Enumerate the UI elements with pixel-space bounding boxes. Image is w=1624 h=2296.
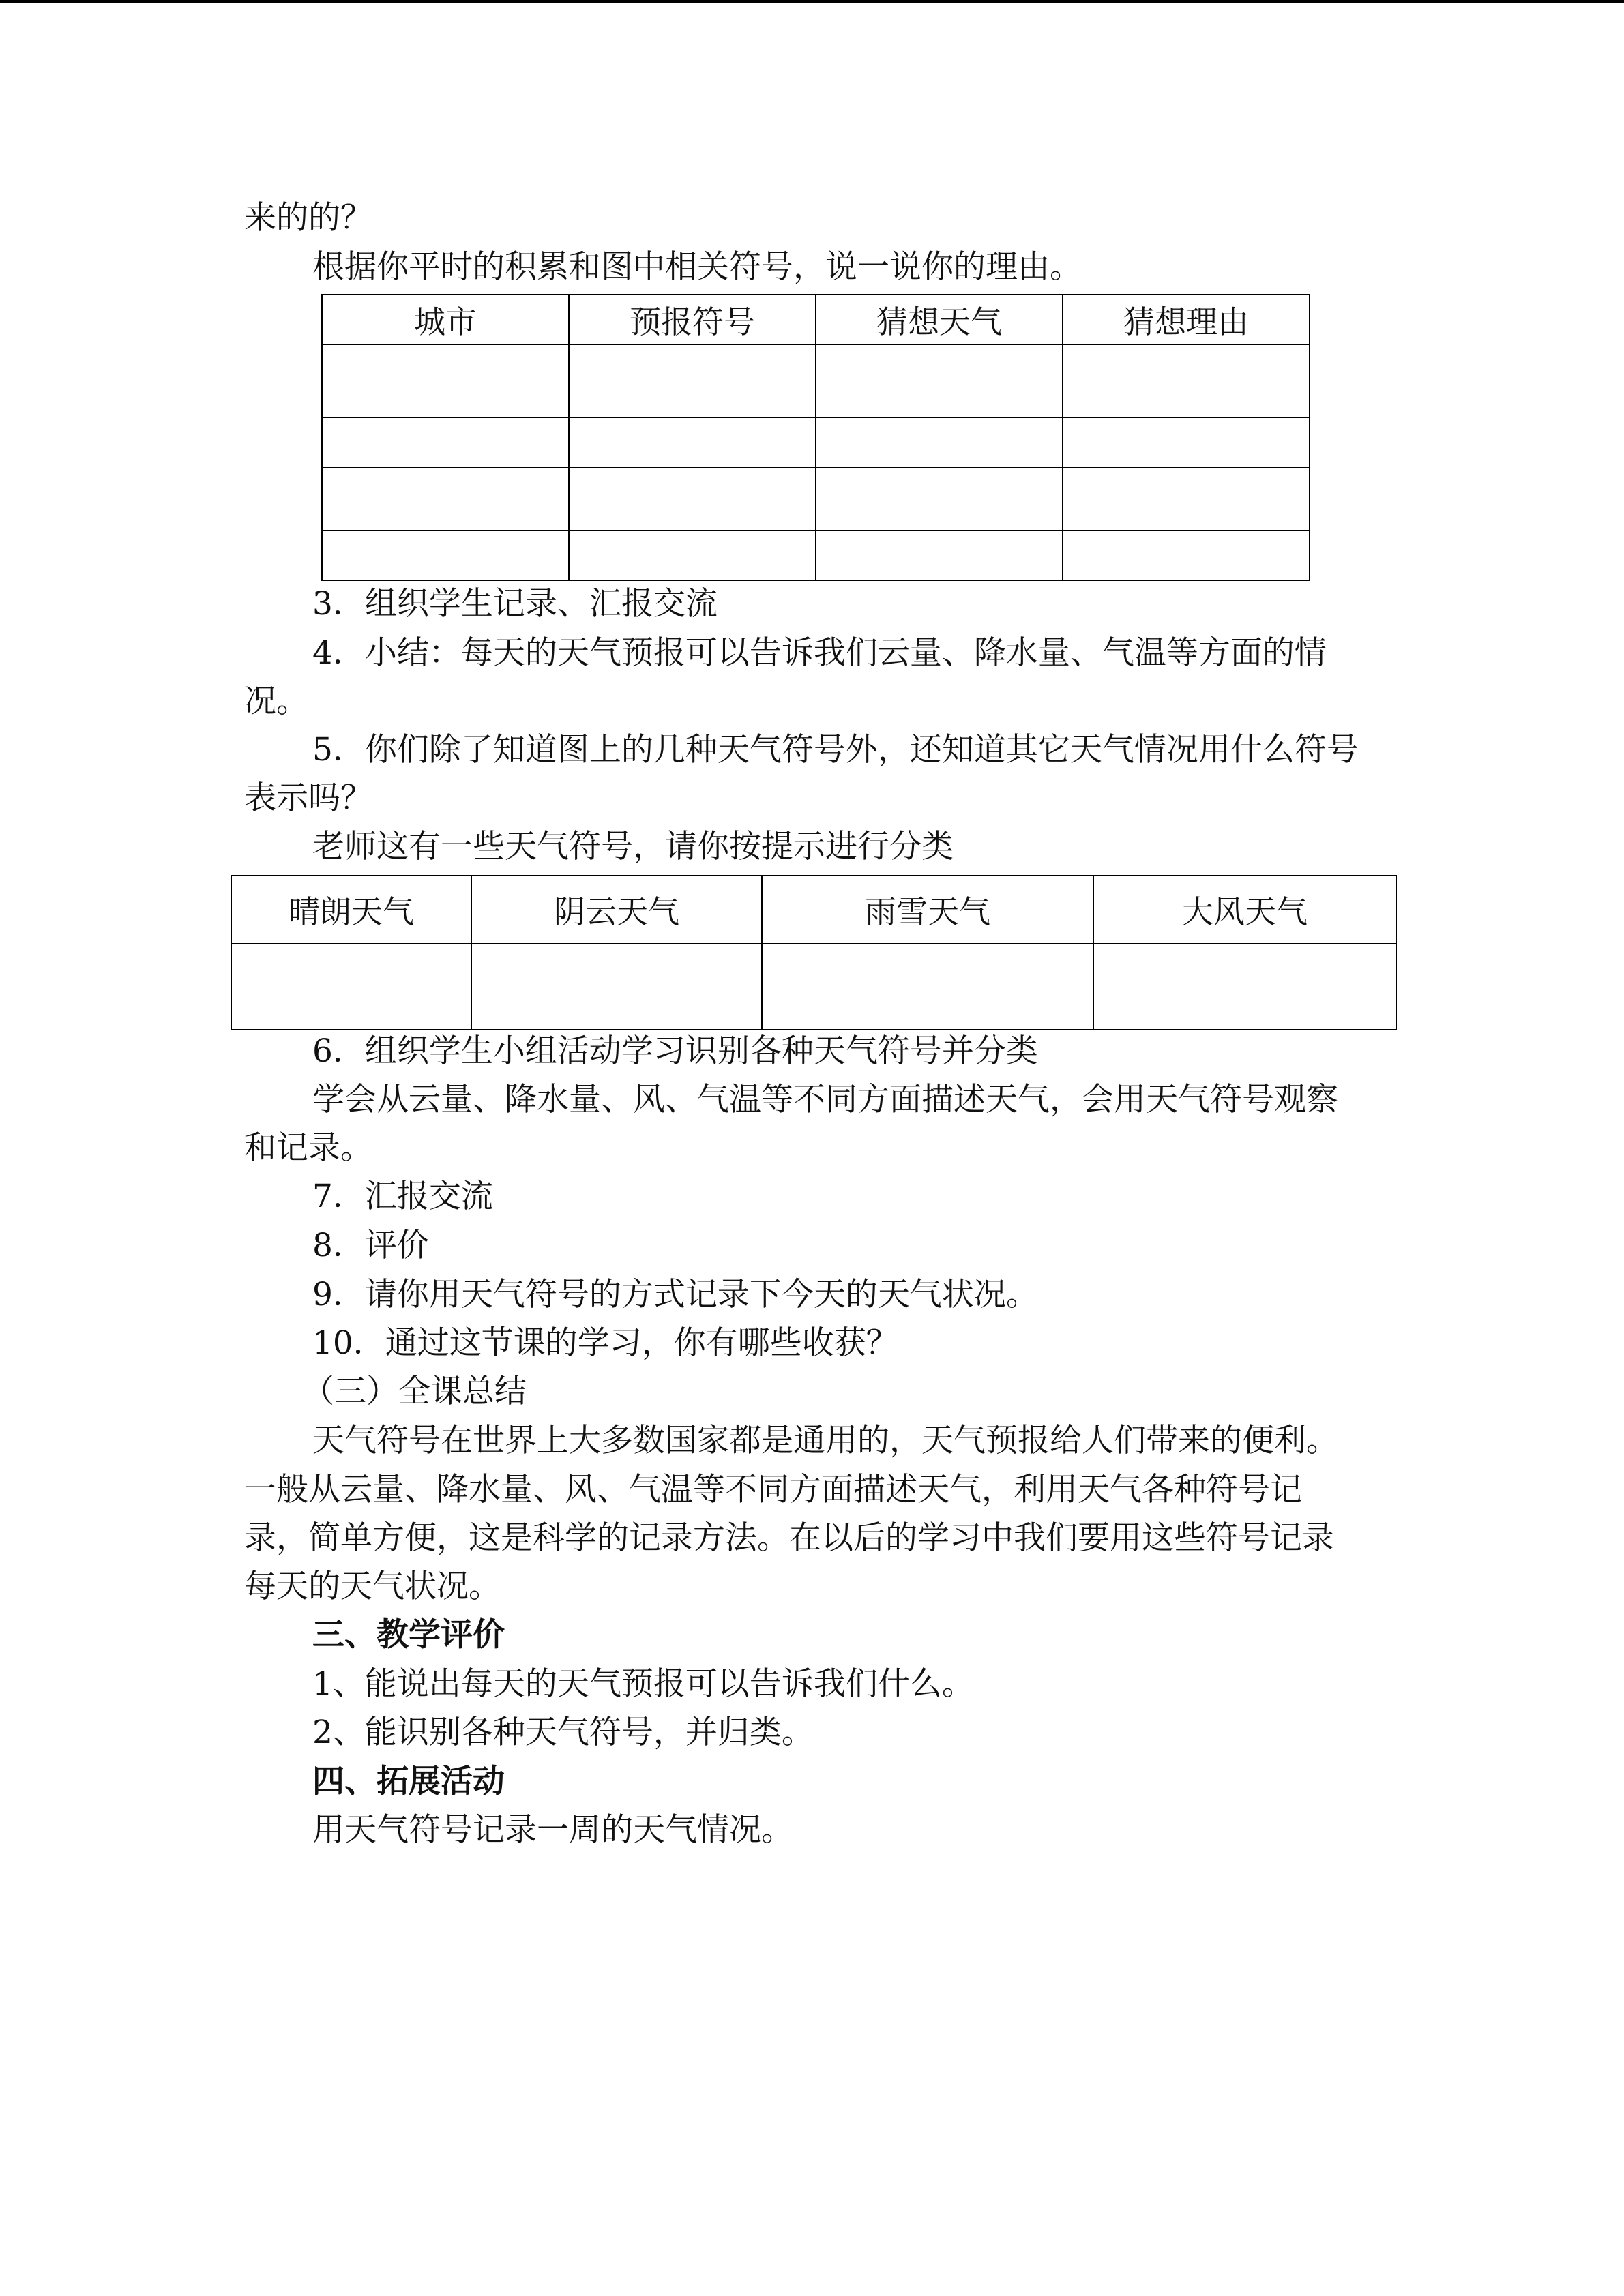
table-cell[interactable]: [1063, 468, 1310, 531]
table-cell[interactable]: [231, 944, 471, 1030]
paragraph-continuation: 录，简单方便，这是科学的记录方法。在以后的学习中我们要用这些符号记录: [244, 1519, 1334, 1557]
table-header-cell: 晴朗天气: [231, 876, 471, 944]
table-cell[interactable]: [569, 468, 816, 531]
table-row: [322, 417, 1310, 468]
list-item: 7．汇报交流: [312, 1178, 493, 1215]
list-item: 2、能识别各种天气符号，并归类。: [312, 1714, 814, 1751]
paragraph: 学会从云量、降水量、风、气温等不同方面描述天气，会用天气符号观察: [312, 1081, 1338, 1118]
paragraph-continuation: 来的的？: [244, 199, 372, 237]
page-top-border: [0, 0, 1624, 3]
table-cell[interactable]: [569, 531, 816, 580]
table-cell[interactable]: [762, 944, 1093, 1030]
table-header-row: [322, 295, 1310, 344]
paragraph: 天气符号在世界上大多数国家都是通用的，天气预报给人们带来的便利。: [312, 1422, 1338, 1459]
list-item-continuation: 况。: [244, 683, 308, 720]
forecast-guess-table: [321, 294, 1310, 581]
table-cell[interactable]: [322, 417, 569, 468]
list-item: 9．请你用天气符号的方式记录下今天的天气状况。: [312, 1276, 1038, 1313]
table-cell[interactable]: [816, 531, 1063, 580]
table-cell[interactable]: [471, 944, 762, 1030]
table-row: [231, 944, 1396, 1030]
list-item-continuation: 表示吗？: [244, 779, 372, 817]
section-heading: 三、教学评价: [312, 1616, 505, 1654]
paragraph-continuation: 和记录。: [244, 1129, 372, 1167]
table-header-cell: 雨雪天气: [762, 876, 1093, 944]
paragraph: 根据你平时的积累和图中相关符号，说一说你的理由。: [312, 248, 1082, 286]
table-row: [322, 468, 1310, 531]
paragraph: 用天气符号记录一周的天气情况。: [312, 1811, 793, 1849]
section-heading: （三）全课总结: [302, 1373, 527, 1410]
list-item: 3．组织学生记录、汇报交流: [312, 585, 718, 623]
table-cell[interactable]: [816, 417, 1063, 468]
weather-classification-table: [231, 875, 1397, 1030]
list-item: 4．小结：每天的天气预报可以告诉我们云量、降水量、气温等方面的情: [312, 634, 1327, 672]
list-item: 5．你们除了知道图上的几种天气符号外，还知道其它天气情况用什么符号: [312, 731, 1359, 769]
table-header-cell: 大风天气: [1093, 876, 1396, 944]
table-row: [322, 344, 1310, 417]
list-item: 8．评价: [312, 1227, 429, 1264]
table-header-cell: 预报符号: [569, 295, 816, 344]
table-cell[interactable]: [1093, 944, 1396, 1030]
table-header-cell: 猜想天气: [816, 295, 1063, 344]
table-cell[interactable]: [569, 344, 816, 417]
table-cell[interactable]: [322, 468, 569, 531]
list-item: 6．组织学生小组活动学习识别各种天气符号并分类: [312, 1032, 1038, 1070]
paragraph-continuation: 一般从云量、降水量、风、气温等不同方面描述天气，利用天气各种符号记: [244, 1471, 1302, 1508]
table-header-cell: 猜想理由: [1063, 295, 1310, 344]
table-header-cell: 城市: [322, 295, 569, 344]
table-cell[interactable]: [816, 468, 1063, 531]
table-cell[interactable]: [1063, 417, 1310, 468]
paragraph-continuation: 每天的天气状况。: [244, 1568, 501, 1605]
table-cell[interactable]: [1063, 344, 1310, 417]
paragraph: 老师这有一些天气符号，请你按提示进行分类: [312, 828, 954, 865]
table-cell[interactable]: [1063, 531, 1310, 580]
section-heading: 四、拓展活动: [312, 1763, 505, 1800]
table-cell[interactable]: [322, 344, 569, 417]
table-header-row: [231, 876, 1396, 944]
table-cell[interactable]: [816, 344, 1063, 417]
table-row: [322, 531, 1310, 580]
list-item: 10．通过这节课的学习，你有哪些收获？: [312, 1324, 898, 1362]
table-cell[interactable]: [322, 531, 569, 580]
table-cell[interactable]: [569, 417, 816, 468]
list-item: 1、能说出每天的天气预报可以告诉我们什么。: [312, 1665, 974, 1703]
table-header-cell: 阴云天气: [471, 876, 762, 944]
